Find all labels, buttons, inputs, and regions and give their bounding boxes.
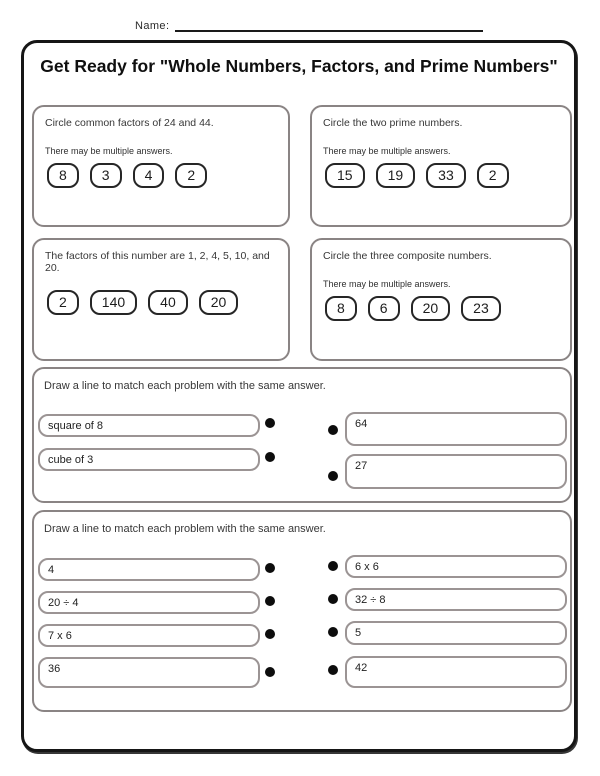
choice-chip[interactable]: 2 [47,290,79,315]
choice-chip[interactable]: 2 [477,163,509,188]
name-row [135,19,483,32]
match-left-item[interactable]: square of 8 [38,414,260,437]
match-right-item[interactable]: 32 ÷ 8 [345,588,567,611]
match-left-item[interactable]: 20 ÷ 4 [38,591,260,614]
match-right-item[interactable]: 64 [345,412,567,446]
choice-row [325,163,559,188]
choice-chip[interactable]: 140 [90,290,137,315]
matching-card-2 [32,510,572,712]
choice-row [47,163,277,188]
choice-chip[interactable]: 20 [199,290,239,315]
worksheet-title: Get Ready for "Whole Numbers, Factors, and Prime Numbers" [40,56,558,76]
match-left-item[interactable]: 4 [38,558,260,581]
connector-dot-right[interactable] [328,627,338,637]
problem-card-common-factors [32,105,290,227]
match-right-item[interactable]: 5 [345,621,567,645]
connector-dot-right[interactable] [328,425,338,435]
choice-row [325,296,559,321]
connector-dot-left[interactable] [265,563,275,573]
problem-note: There may be multiple answers. [323,279,451,289]
connector-dot-left[interactable] [265,629,275,639]
matching-card-1 [32,367,572,503]
connector-dot-right[interactable] [328,471,338,481]
choice-chip[interactable]: 8 [47,163,79,188]
matching-instruction: Draw a line to match each problem with the same answer. [44,380,326,392]
choice-chip[interactable]: 19 [376,163,416,188]
match-right-item[interactable]: 27 [345,454,567,489]
choice-chip[interactable]: 3 [90,163,122,188]
problem-prompt: Circle the two prime numbers. [323,117,463,129]
choice-chip[interactable]: 8 [325,296,357,321]
match-right-item[interactable]: 6 x 6 [345,555,567,578]
match-left-item[interactable]: 36 [38,657,260,688]
choice-chip[interactable]: 4 [133,163,165,188]
name-label: Name: [135,20,170,32]
match-left-item[interactable]: 7 x 6 [38,624,260,647]
connector-dot-left[interactable] [265,596,275,606]
name-input-line[interactable] [175,19,483,32]
connector-dot-left[interactable] [265,667,275,677]
problem-note: There may be multiple answers. [323,146,451,156]
connector-dot-left[interactable] [265,452,275,462]
choice-row [47,290,277,315]
problem-prompt: The factors of this number are 1, 2, 4, 5, 10, and 20. [45,250,270,274]
problem-prompt: Circle common factors of 24 and 44. [45,117,214,129]
connector-dot-right[interactable] [328,561,338,571]
choice-chip[interactable]: 40 [148,290,188,315]
connector-dot-right[interactable] [328,665,338,675]
problem-prompt: Circle the three composite numbers. [323,250,492,262]
worksheet-sheet [21,40,577,752]
problem-note: There may be multiple answers. [45,146,173,156]
match-left-item[interactable]: cube of 3 [38,448,260,471]
choice-chip[interactable]: 20 [411,296,451,321]
choice-chip[interactable]: 2 [175,163,207,188]
problem-card-find-number-by-factors [32,238,290,361]
connector-dot-left[interactable] [265,418,275,428]
choice-chip[interactable]: 33 [426,163,466,188]
choice-chip[interactable]: 23 [461,296,501,321]
problem-card-prime-numbers [310,105,572,227]
connector-dot-right[interactable] [328,594,338,604]
matching-instruction: Draw a line to match each problem with the same answer. [44,523,326,535]
choice-chip[interactable]: 15 [325,163,365,188]
choice-chip[interactable]: 6 [368,296,400,321]
match-right-item[interactable]: 42 [345,656,567,688]
problem-card-composite-numbers [310,238,572,361]
